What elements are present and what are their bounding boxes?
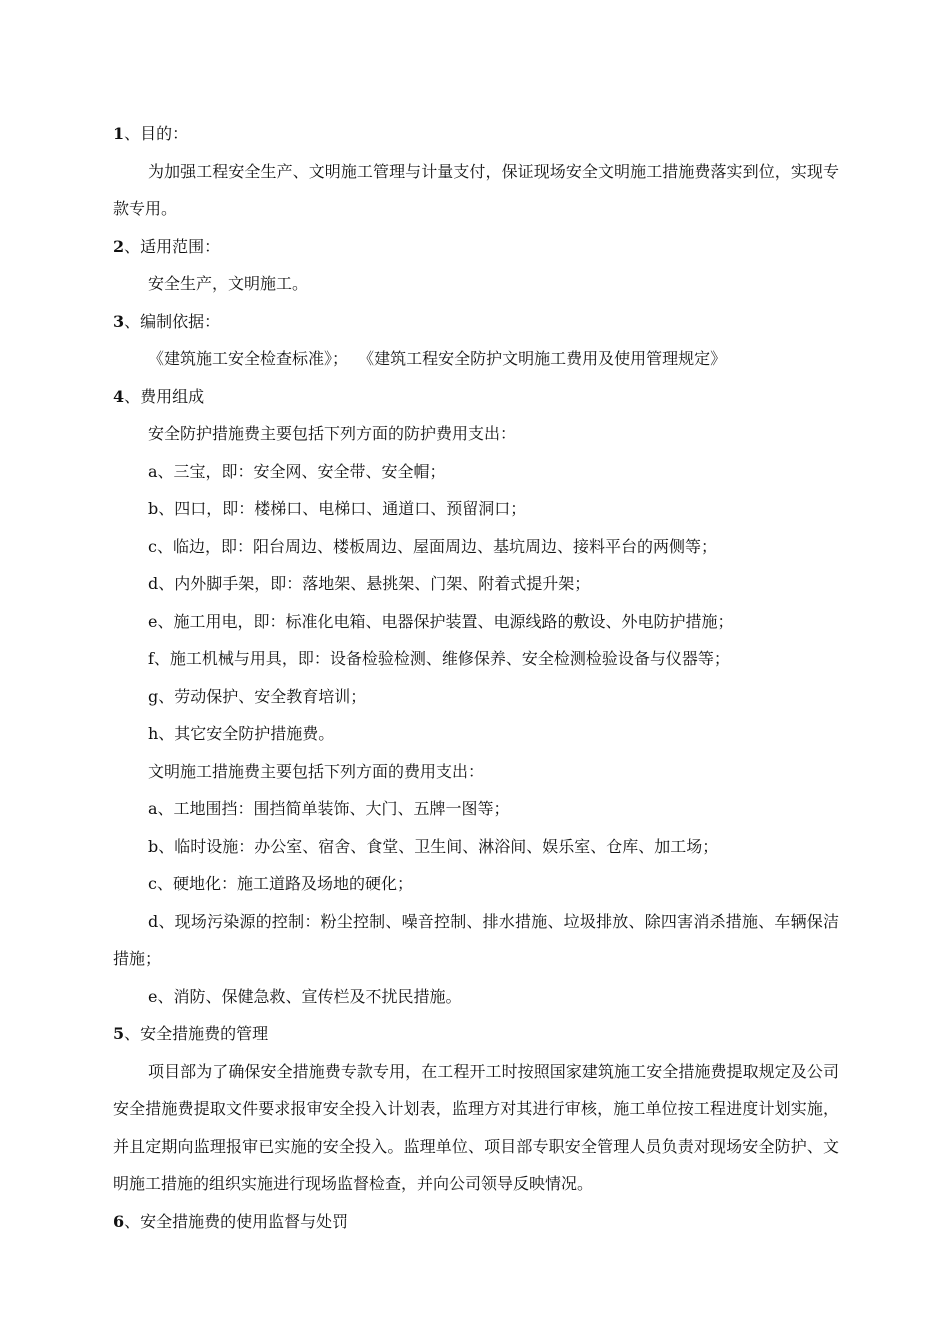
heading-number: 1 [113, 124, 125, 143]
civil-cost-intro: 文明施工措施费主要包括下列方面的费用支出： [148, 761, 485, 781]
list-item: a、工地围挡：围挡简单装饰、大门、五牌一图等； [148, 799, 510, 818]
heading-text: 、安全措施费的使用监督与处罚 [124, 1211, 349, 1231]
list-item: d、现场污染源的控制：粉尘控制、噪音控制、排水措施、垃圾排放、除四害消杀措施、车辆保洁措施； [113, 911, 839, 968]
list-item: d、内外脚手架，即：落地架、悬挑架、门架、附着式提升架； [148, 574, 591, 593]
heading-text: 、目的： [124, 124, 189, 143]
list-item: g、劳动保护、安全教育培训； [148, 686, 367, 706]
heading-number: 5 [113, 1024, 125, 1043]
heading-cost-composition [113, 378, 839, 416]
heading-text: 、编制依据： [124, 311, 221, 331]
paragraph-basis: 《建筑施工安全检查标准》； 《建筑工程安全防护文明施工费用及使用管理规定》 [148, 349, 727, 368]
heading-purpose [113, 115, 839, 153]
heading-supervision [113, 1203, 839, 1241]
heading-basis [113, 303, 839, 341]
heading-text: 、安全措施费的管理 [124, 1024, 269, 1043]
list-item: e、施工用电，即：标准化电箱、电器保护装置、电源线路的敷设、外电防护措施； [148, 611, 734, 631]
paragraph-scope: 安全生产，文明施工。 [148, 274, 309, 293]
paragraph-purpose: 为加强工程安全生产、文明施工管理与计量支付，保证现场安全文明施工措施费落实到位，实现专款专用。 [113, 161, 839, 218]
list-item: b、四口，即：楼梯口、电梯口、通道口、预留洞口； [148, 499, 527, 518]
list-item: a、三宝，即：安全网、安全带、安全帽； [148, 461, 446, 481]
list-item: c、硬地化：施工道路及场地的硬化； [148, 874, 413, 893]
heading-text: 、适用范围： [124, 236, 221, 256]
heading-number: 3 [113, 311, 125, 331]
heading-text: 、费用组成 [124, 386, 205, 406]
list-item: c、临边，即：阳台周边、楼板周边、屋面周边、基坑周边、接料平台的两侧等； [148, 536, 717, 556]
document-body [113, 115, 839, 1240]
heading-scope [113, 228, 839, 266]
heading-number: 2 [113, 236, 125, 256]
heading-management [113, 1015, 839, 1053]
heading-number: 4 [113, 386, 125, 406]
list-item: h、其它安全防护措施费。 [148, 724, 335, 743]
heading-number: 6 [113, 1211, 125, 1231]
safety-cost-intro: 安全防护措施费主要包括下列方面的防护费用支出： [148, 424, 517, 443]
list-item: b、临时设施：办公室、宿舍、食堂、卫生间、淋浴间、娱乐室、仓库、加工场； [148, 836, 719, 856]
list-item: f、施工机械与用具，即：设备检验检测、维修保养、安全检测检验设备与仪器等； [148, 649, 730, 668]
list-item: e、消防、保健急救、宣传栏及不扰民措施。 [148, 986, 462, 1006]
paragraph-management: 项目部为了确保安全措施费专款专用，在工程开工时按照国家建筑施工安全措施费提取规定及公司安全措施费提取文件要求报审安全投入计划表，监理方对其进行审核，施工单位按工程进度计划实施，并且定期向监理报审已实施的安全投入。监理单位、项目部专职安全管理人员负责对现场安全防护、文明施工措施的组织实施进行现场监督检查，并向公司领导反映情况。 [113, 1061, 839, 1193]
